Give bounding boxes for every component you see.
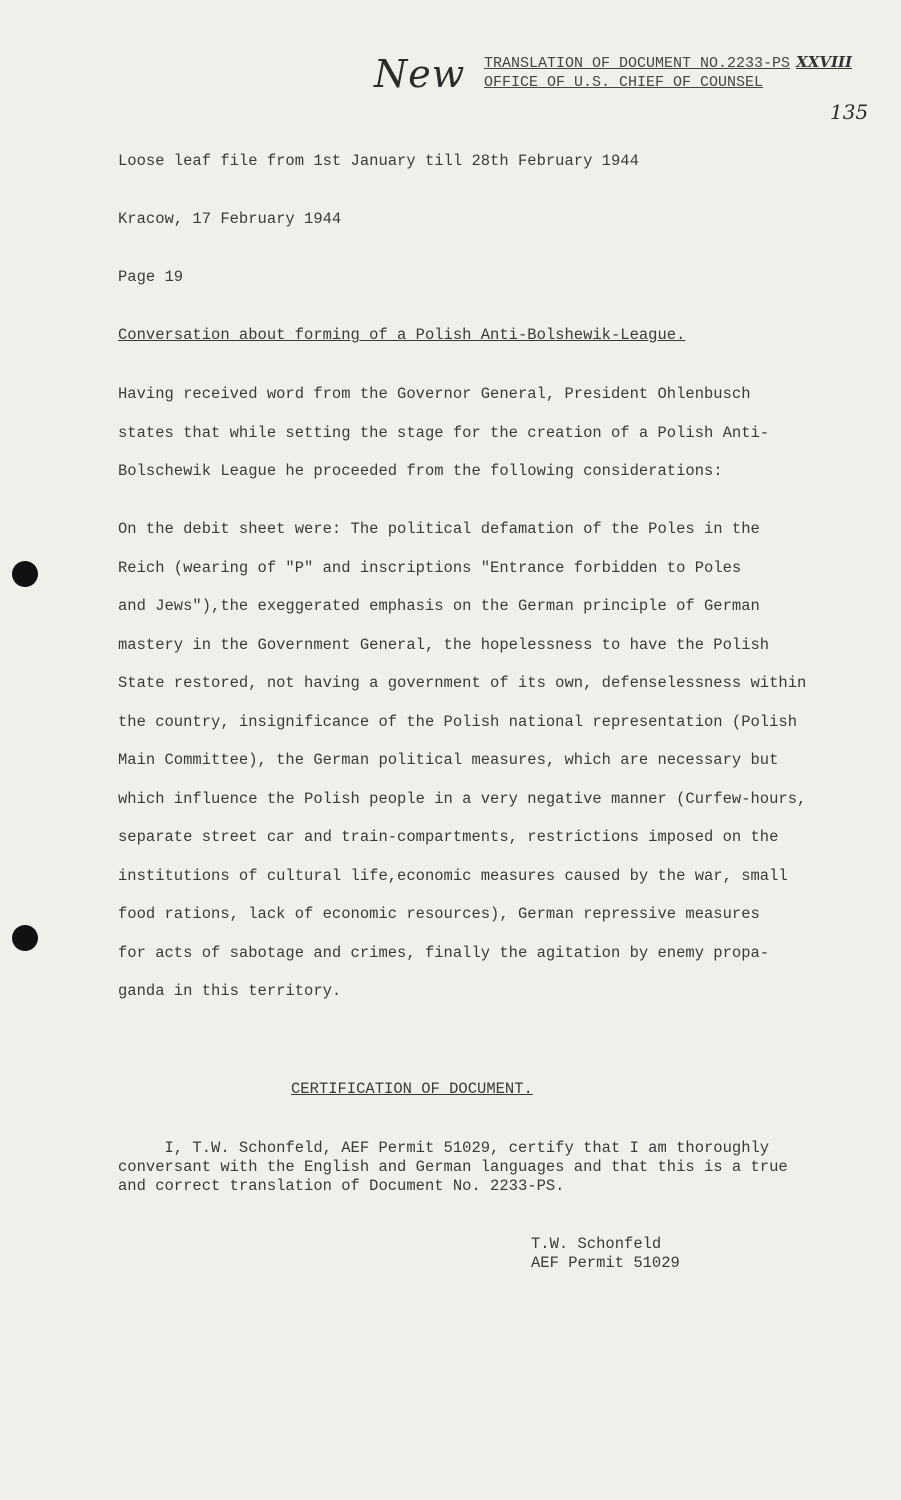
place-date: Kracow, 17 February 1944	[118, 210, 342, 228]
paragraph-line: and Jews"),the exeggerated emphasis on the German principle of German	[118, 597, 760, 615]
paragraph-line: for acts of sabotage and crimes, finally the agitation by enemy propa-	[118, 943, 770, 962]
signature-name: T.W. Schonfeld	[531, 1235, 662, 1253]
punch-hole	[12, 561, 38, 587]
certification-title: CERTIFICATION OF DOCUMENT.	[291, 1080, 533, 1098]
certification-line: conversant with the English and German languages and that this is a true	[118, 1158, 788, 1176]
certification-body	[118, 1139, 788, 1196]
paragraph-line: states that while setting the stage for the creation of a Polish Anti-	[118, 423, 770, 442]
file-line: Loose leaf file from 1st January till 28th February 1944	[118, 152, 639, 170]
conversation-heading: Conversation about forming of a Polish Anti-Bolshewik-League.	[118, 326, 686, 344]
paragraph-line: institutions of cultural life,economic measures caused by the war, small	[118, 866, 788, 885]
header-volume-number: XXVIII	[796, 53, 853, 71]
certification-line: I, T.W. Schonfeld, AEF Permit 51029, certify that I am thoroughly	[118, 1139, 770, 1157]
page-label: Page 19	[118, 268, 184, 286]
paragraph-line: State restored, not having a government of its own, defenselessness within	[118, 674, 807, 692]
paragraph-line: which influence the Polish people in a very negative manner (Curfew-hours,	[118, 789, 807, 808]
paragraph-2	[118, 510, 806, 1011]
paragraph-line: mastery in the Government General, the hopelessness to have the Polish	[118, 635, 770, 654]
paragraph-1	[118, 375, 769, 491]
signature-block	[531, 1235, 680, 1273]
handwritten-new-note: New	[374, 52, 466, 96]
paragraph-line: Having received word from the Governor General, President Ohlenbusch	[118, 385, 751, 403]
paragraph-line: ganda in this territory.	[118, 982, 342, 1000]
header-office-line: OFFICE OF U.S. CHIEF OF COUNSEL	[484, 74, 764, 91]
paragraph-line: Bolschewik League he proceeded from the following considerations:	[118, 462, 723, 480]
certification-line: and correct translation of Document No. 2233-PS.	[118, 1177, 565, 1195]
punch-hole	[12, 925, 38, 951]
document-header	[484, 53, 852, 92]
paragraph-line: the country, insignificance of the Polish national representation (Polish	[118, 712, 798, 731]
paragraph-line: On the debit sheet were: The political defamation of the Poles in the	[118, 520, 760, 538]
paragraph-line: separate street car and train-compartments, restrictions imposed on the	[118, 828, 779, 846]
handwritten-page-number: 135	[830, 100, 869, 124]
paragraph-line: Main Committee), the German political measures, which are necessary but	[118, 751, 779, 769]
paragraph-line: food rations, lack of economic resources), German repressive measures	[118, 905, 760, 923]
paragraph-line: Reich (wearing of "P" and inscriptions "Entrance forbidden to Poles	[118, 558, 742, 577]
header-translation-line: TRANSLATION OF DOCUMENT NO.2233-PS	[484, 55, 791, 72]
signature-permit: AEF Permit 51029	[531, 1254, 680, 1272]
